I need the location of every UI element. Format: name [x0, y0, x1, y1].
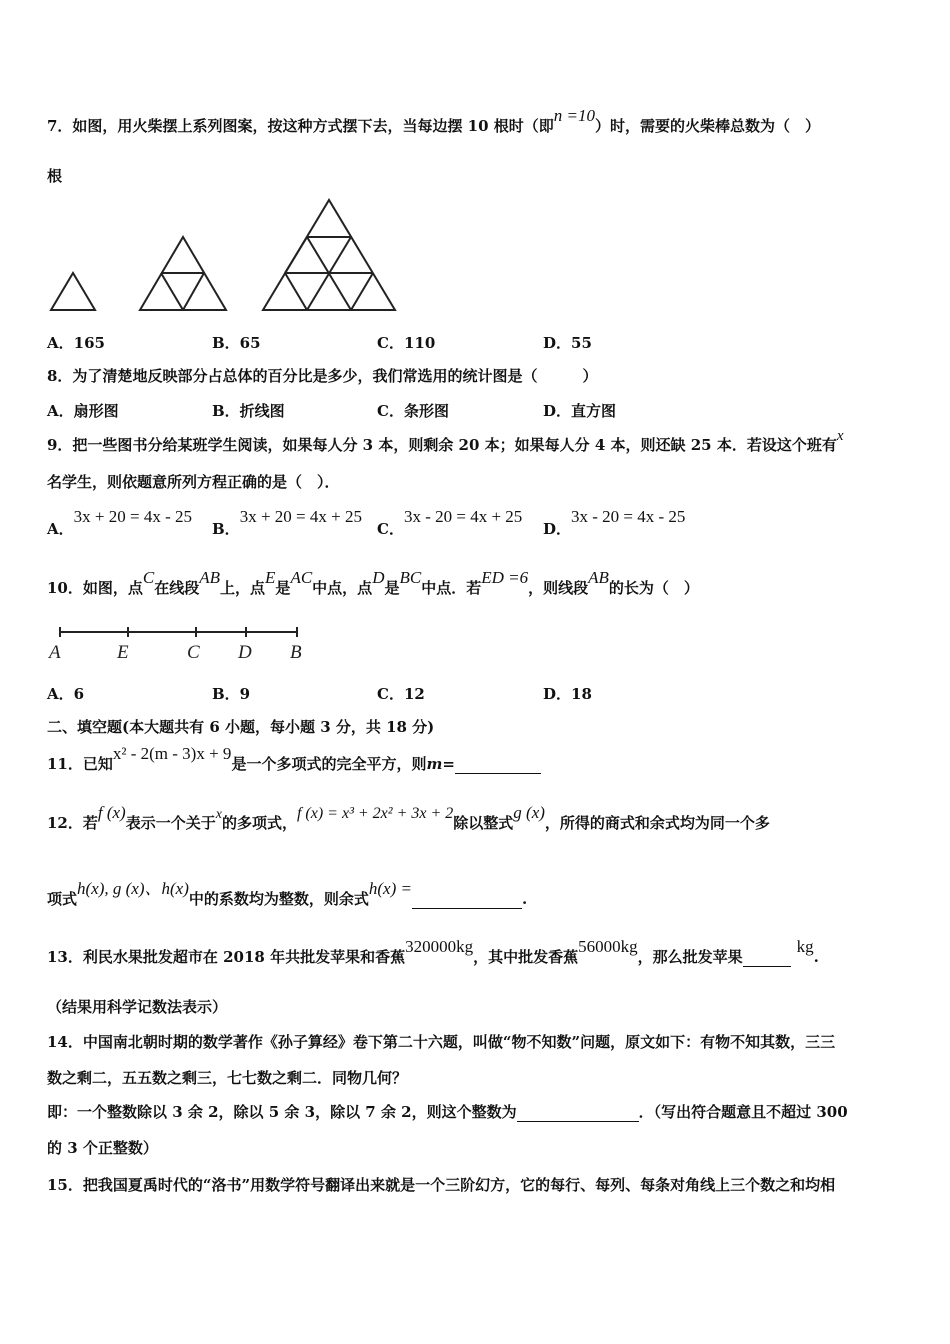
q13-banana: 56000kg — [578, 937, 638, 956]
q9-option-b-math: 3x + 20 = 4x + 25 — [239, 507, 362, 526]
q10-point-d: D — [372, 568, 385, 587]
q9-text-a: 9．把一些图书分给某班学生阅读，如果每人分 3 本，则剩余 20 本；如果每人分 4 本，则还缺 25 本．若设这个班有 — [47, 436, 837, 454]
q9-option-d-math: 3x - 20 = 4x - 25 — [571, 507, 686, 526]
q12-t2: 表示一个关于 — [125, 814, 216, 832]
triangle-3 — [263, 200, 395, 310]
section-2-title: 二、填空题(本大题共有 6 小题，每小题 3 分，共 18 分) — [47, 718, 435, 736]
q11-answer-blank[interactable] — [455, 757, 541, 774]
q7-math: n =10 — [553, 106, 595, 125]
q10-segment-figure — [45, 620, 325, 666]
q13-note: （结果用科学记数法表示） — [47, 998, 228, 1016]
q8-option-b: B．折线图 — [212, 402, 285, 420]
q12-t5: ，所得的商式和余式均为同一个多 — [544, 814, 770, 832]
q8-option-d: D．直方图 — [543, 402, 617, 420]
q14-line-1: 14．中国南北朝时期的数学著作《孙子算经》卷下第二十六题，叫做“物不知数”问题，原文如下：有物不知其数，三三 — [47, 1033, 836, 1051]
q10-point-e: E — [265, 568, 276, 587]
label-e: E — [117, 642, 129, 663]
q13-stem — [47, 937, 819, 967]
q10-t5: 中点，点 — [312, 579, 373, 597]
label-a: A — [49, 642, 61, 663]
q10-t1: 10．如图，点 — [47, 579, 143, 597]
q10-t7: 中点．若 — [421, 579, 482, 597]
q12-fx-def: f (x) = x³ + 2x² + 3x + 2 — [296, 805, 454, 822]
q8-option-c: C．条形图 — [377, 402, 449, 420]
q10-t4: 是 — [275, 579, 291, 597]
q9-stem-cont: 名学生，则依题意所列方程正确的是（ ）． — [47, 473, 340, 491]
q10-segment-ac: AC — [290, 568, 313, 587]
q10-point-c: C — [142, 568, 155, 587]
q15-line-1: 15．把我国夏禹时代的“洛书”用数学符号翻译出来就是一个三阶幻方，它的每行、每列、每条对角线上三个数之和均相 — [47, 1176, 836, 1194]
q7-stem — [47, 106, 821, 136]
q10-ed-value: ED =6 — [481, 568, 529, 587]
q9-option-c — [377, 507, 523, 538]
q11-t1: 11．已知 — [47, 755, 113, 773]
q9-var: x — [836, 428, 844, 444]
q10-t3: 上，点 — [220, 579, 266, 597]
q7-option-b: B．65 — [212, 334, 261, 352]
q10-option-d: D．18 — [543, 685, 592, 703]
q12-stem-cont — [47, 879, 528, 909]
q13-t2: ，其中批发香蕉 — [473, 948, 579, 966]
q11-stem — [47, 744, 541, 774]
triangle-2 — [140, 237, 226, 310]
q12-t7: 中的系数均为整数，则余式 — [188, 890, 369, 908]
q7-option-a: A．165 — [47, 334, 105, 352]
q10-segment-bc: BC — [399, 568, 422, 587]
q13-total: 320000kg — [405, 937, 474, 956]
q12-hgh: h(x), g (x)、h(x) — [77, 879, 189, 898]
q14-line-4: 的 3 个正整数） — [47, 1139, 158, 1157]
q14-answer-blank[interactable] — [517, 1105, 639, 1122]
q9-option-d — [543, 507, 686, 538]
q10-segment-ab: AB — [199, 568, 221, 587]
q9-option-b-label: B． — [212, 520, 240, 538]
q14-line-2: 数之剩二，五五数之剩三，七七数之剩二．同物几何？ — [47, 1069, 408, 1087]
q11-math: x² - 2(m - 3)x + 9 — [112, 744, 232, 763]
q8-option-a: A．扇形图 — [47, 402, 119, 420]
q13-t1: 13．利民水果批发超市在 2018 年共批发苹果和香蕉 — [47, 948, 406, 966]
q12-stem — [47, 803, 770, 835]
q12-t1: 12．若 — [47, 814, 98, 832]
q9-option-b — [212, 507, 362, 538]
q9-option-d-label: D． — [543, 520, 572, 538]
q11-m: m= — [426, 755, 455, 773]
q12-t8: . — [521, 890, 528, 908]
q10-t8: ，则线段 — [528, 579, 589, 597]
triangle-1 — [51, 273, 95, 310]
q12-x: x — [215, 807, 222, 822]
label-d: D — [238, 642, 252, 663]
q10-stem — [47, 568, 699, 598]
q7-matchstick-figure — [40, 195, 410, 315]
label-b: B — [290, 642, 302, 663]
q10-option-b: B．9 — [212, 685, 251, 703]
q9-option-a-math: 3x + 20 = 4x - 25 — [73, 507, 192, 526]
q9-option-a-label: A． — [47, 520, 74, 538]
q9-stem — [47, 428, 844, 456]
q12-t4: 除以整式 — [453, 814, 514, 832]
q7-option-c: C．110 — [377, 334, 436, 352]
q12-t3: 的多项式， — [221, 814, 297, 832]
q7-option-d: D．55 — [543, 334, 592, 352]
q10-t6: 是 — [384, 579, 400, 597]
q9-option-c-label: C． — [377, 520, 404, 538]
q13-unit: kg — [796, 937, 814, 956]
q7-text-a: 7．如图，用火柴摆上系列图案，按这种方式摆下去，当每边摆 10 根时（即 — [47, 117, 554, 135]
q14-l3b: ．（写出符合题意且不超过 300 — [638, 1103, 848, 1121]
q12-t6: 项式 — [47, 890, 78, 908]
q13-t3: ，那么批发苹果 — [637, 948, 743, 966]
q7-text-b: ）时，需要的火柴棒总数为（ ） — [595, 117, 821, 135]
label-c: C — [187, 642, 200, 663]
q12-fx: f (x) — [97, 803, 126, 822]
q8-stem: 8．为了清楚地反映部分占总体的百分比是多少，我们常选用的统计图是（ ） — [47, 367, 598, 385]
q14-line-3 — [47, 1102, 848, 1122]
q12-gx: g (x) — [513, 803, 545, 822]
q7-stem-cont: 根 — [47, 167, 63, 185]
q11-t2: 是一个多项式的完全平方，则 — [231, 755, 427, 773]
q9-option-a — [47, 507, 192, 538]
q10-t2: 在线段 — [154, 579, 200, 597]
q10-option-c: C．12 — [377, 685, 425, 703]
q12-answer-blank[interactable] — [412, 892, 522, 909]
q10-t9: 的长为（ ） — [608, 579, 699, 597]
q13-answer-blank[interactable] — [743, 950, 791, 967]
q10-segment-ab-2: AB — [588, 568, 609, 587]
q9-option-c-math: 3x - 20 = 4x + 25 — [403, 507, 523, 526]
q13-t4: . — [813, 948, 819, 966]
q12-hx: h(x) = — [368, 879, 412, 898]
q10-option-a: A．6 — [47, 685, 85, 703]
q14-l3a: 即：一个整数除以 3 余 2，除以 5 余 3，除以 7 余 2，则这个整数为 — [47, 1103, 517, 1121]
